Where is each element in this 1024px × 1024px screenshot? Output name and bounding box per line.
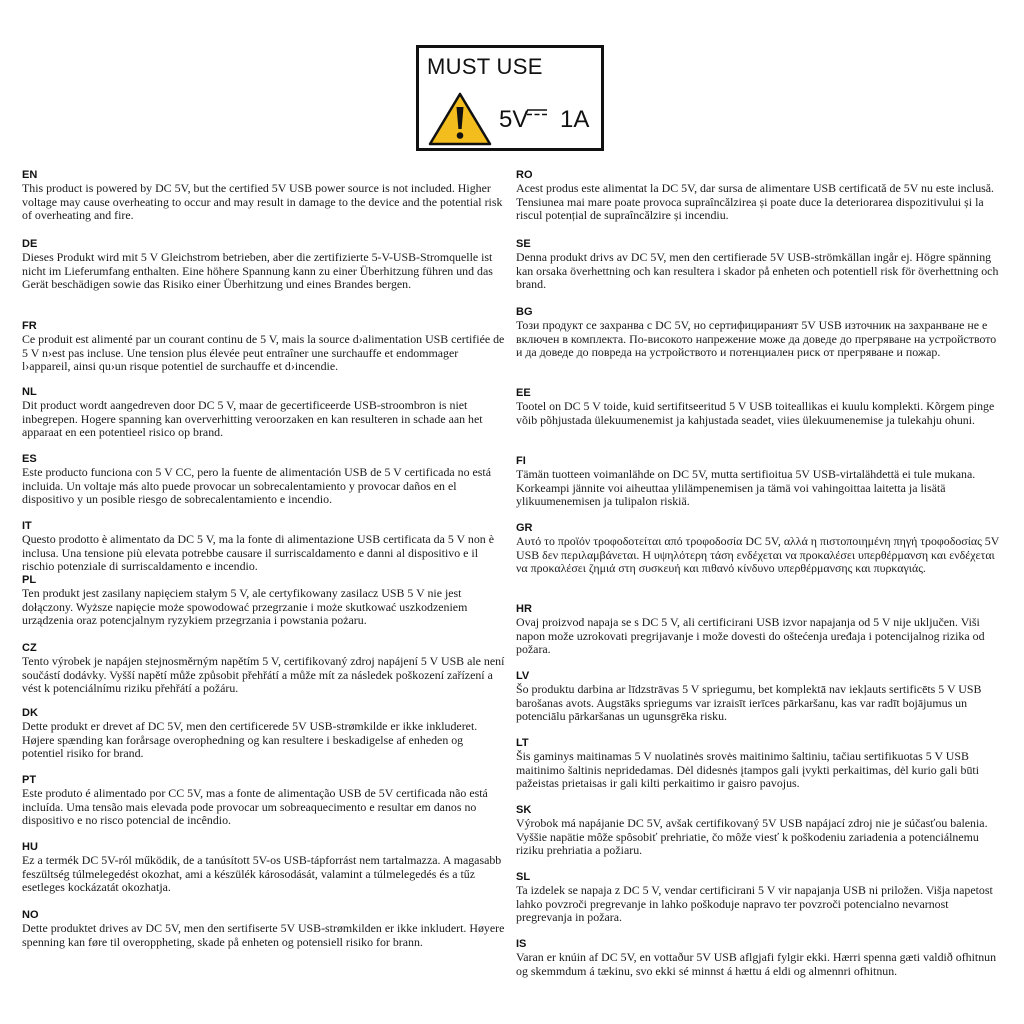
section-code: CZ [22, 642, 37, 654]
section-text: Varan er knúin af DC 5V, en vottaður 5V USB aflgjafi fylgir ekki. Hærri spenna gæti valdið ofhitnun og skemmdum á tækinu, svo ekki sé minnst á hættu á eldi og almennri ofhitnun. [516, 950, 997, 978]
dc-current-symbol-icon [527, 108, 547, 118]
left-column [22, 169, 506, 963]
section-text: Αυτό το προϊόν τροφοδοτείται από τροφοδοσία DC 5V, αλλά η πιστοποιημένη πηγή τροφοδοσίας 5V USB δεν περιλαμβάνεται. Η υψηλότερη τάση ενδέχεται να προκαλέσει υπερθέρμανση και ενδέχεται να προκαλέσει ζημιά στη συσκευή και πιθανό κίνδυνο υπερθέρμανσης και πυρκαγιάς. [516, 534, 1000, 576]
section-code: NL [22, 386, 37, 398]
section-fr [22, 320, 506, 386]
section-text: Dieses Produkt wird mit 5 V Gleichstrom betrieben, aber die zertifizierte 5-V-USB-Stromquelle ist nicht im Lieferumfang enthalten. Eine höhere Spannung kann zu einer Überhitzung führen und das Gerät beschädigen sowie das Risiko einer Überhitzung und eines Brandes bergen. [22, 250, 493, 292]
label-voltage: 5V [499, 106, 529, 133]
section-fi [516, 455, 1000, 522]
section-nl [22, 386, 506, 453]
section-text: Este produto é alimentado por CC 5V, mas a fonte de alimentação USB de 5V certificada não está incluída. Uma tensão mais elevada pode provocar um sobreaquecimento e resultar em danos no dispositivo e no risco potencial de incêndio. [22, 786, 488, 828]
section-bg [516, 306, 1000, 387]
section-text: Dette produktet drives av DC 5V, men den sertifiserte 5V USB-strømkilden er ikke inkludert. Høyere spenning kan føre til overoppheting, skade på enheten og potensiell risiko for brann. [22, 921, 505, 949]
section-gr [516, 522, 1000, 603]
label-title: MUST USE [427, 54, 543, 79]
right-column [516, 169, 1000, 992]
section-code: EN [22, 169, 38, 181]
section-ro [516, 169, 1000, 238]
section-code: PL [22, 574, 37, 586]
section-text: Tento výrobek je napájen stejnosměrným napětím 5 V, certifikovaný zdroj napájení 5 V USB ale není součástí dodávky. Vyšší napětí může způsobit přehřátí a může mít za následek poškození zařízení a vést k potenciálnímu riziku přehřátí a požáru. [22, 654, 505, 696]
section-it [22, 520, 506, 574]
warning-triangle-icon [428, 92, 492, 146]
section-code: GR [516, 522, 533, 534]
section-code: HR [516, 603, 532, 615]
section-es [22, 453, 506, 520]
section-pt [22, 774, 506, 841]
section-code: EE [516, 387, 531, 399]
section-ee [516, 387, 1000, 455]
section-de [22, 238, 506, 320]
section-code: FR [22, 320, 37, 332]
section-sl [516, 871, 1000, 938]
section-text: Výrobok má napájanie DC 5V, avšak certifikovaný 5V USB napájací zdroj nie je súčasťou balenia. Vyššie napätie môže spôsobiť prehriatie, čo môže viesť k poškodeniu zariadenia a potenciálnemu riziku prehriatia a požiaru. [516, 816, 988, 858]
section-text: Šo produktu darbina ar līdzstrāvas 5 V spriegumu, bet komplektā nav iekļauts sertificēts 5 V USB barošanas avots. Augstāks spriegums var izraisīt ierīces pārkaršanu, kas var radīt bojājumus un potenciālu pārkaršanas un ugunsgrēka risku. [516, 682, 982, 724]
section-code: FI [516, 455, 526, 467]
section-code: SK [516, 804, 532, 816]
section-en [22, 169, 506, 238]
section-cz [22, 642, 506, 707]
section-text: Este producto funciona con 5 V CC, pero la fuente de alimentación USB de 5 V certificada no está incluida. Un voltaje más alto puede provocar un sobrecalentamiento y provocar daños en el dispositivo y un posible riesgo de sobrecalentamiento e incendio. [22, 465, 491, 507]
section-sk [516, 804, 1000, 871]
section-text: Ta izdelek se napaja z DC 5 V, vendar certificirani 5 V vir napajanja USB ni priložen. Višja napetost lahko povzroči pregrevanje in lahko poškoduje napravo ter povzroči potencialno nevarnost pregrevanja in požara. [516, 883, 993, 925]
section-code: ES [22, 453, 37, 465]
section-dk [22, 707, 506, 774]
section-text: Tämän tuotteen voimanlähde on DC 5V, mutta sertifioitua 5V USB-virtalähdettä ei tule mukana. Korkeampi jännite voi aiheuttaa ylilämpenemisen ja tämä voi vahingoittaa laitetta ja lisätä ylikuumenemisen ja tulipalon riskiä. [516, 467, 976, 509]
section-text: Ez a termék DC 5V-ról működik, de a tanúsított 5V-os USB-tápforrást nem tartalmazza. A magasabb feszültség túlmelegedést okozhat, ami a készülék károsodását, valamint a túlmelegedés és a tűz esetleges kockázatát okozhatja. [22, 853, 502, 895]
section-hr [516, 603, 1000, 670]
section-text: Acest produs este alimentat la DC 5V, dar sursa de alimentare USB certificată de 5V nu este inclusă. Tensiunea mai mare poate provoca supraîncălzirea și poate duce la deteriorarea dispozitivului și la riscul potențial de supraîncălzire și incendiu. [516, 181, 995, 223]
label-current: 1A [560, 106, 590, 133]
section-code: NO [22, 909, 39, 921]
section-code: IS [516, 938, 527, 950]
section-se [516, 238, 1000, 306]
section-text: Questo prodotto è alimentato da DC 5 V, ma la fonte di alimentazione USB certificata da 5 V non è inclusa. Una tensione più elevata potrebbe causare il surriscaldamento e danni al dispositivo e il rischio potenziale di surriscaldamento e incendio. [22, 532, 494, 574]
section-text: Ce produit est alimenté par un courant continu de 5 V, mais la source d›alimentation USB certifiée de 5 V n›est pas incluse. Une tension plus élevée peut entraîner une surchauffe et endommager l›appareil, ainsi qu›un risque potentiel de surchauffe et d›incendie. [22, 332, 505, 374]
section-code: IT [22, 520, 32, 532]
section-code: DK [22, 707, 38, 719]
section-is [516, 938, 1000, 992]
section-text: This product is powered by DC 5V, but the certified 5V USB power source is not included. Higher voltage may cause overheating to occur and may result in damage to the device and the potential risk of overheating and fire. [22, 181, 503, 223]
section-code: LT [516, 737, 529, 749]
section-text: Dit product wordt aangedreven door DC 5 V, maar de gecertificeerde USB-stroombron is niet inbegrepen. Hogere spanning kan oververhitting veroorzaken en kan resulteren in schade aan het apparaat en een potentieel risico op brand. [22, 398, 483, 440]
section-text: Ten produkt jest zasilany napięciem stałym 5 V, ale certyfikowany zasilacz USB 5 V nie jest dołączony. Wyższe napięcie może spowodować przegrzanie i może skutkować uszkodzeniem urządzenia oraz potencjalnym ryzykiem przegrzania i powstania pożaru. [22, 586, 468, 628]
section-code: SE [516, 238, 531, 250]
section-lt [516, 737, 1000, 804]
section-text: Ovaj proizvod napaja se s DC 5 V, ali certificirani USB izvor napajanja od 5 V nije uključen. Viši napon može uzrokovati pregrijavanje i može dovesti do oštećenja uređaja i potencijalnog rizika od požara. [516, 615, 985, 657]
section-pl [22, 574, 506, 642]
must-use-label [416, 45, 604, 151]
section-text: Този продукт се захранва с DC 5V, но сертифицираният 5V USB източник на захранване не е включен в комплекта. По-високото напрежение може да доведе до прегряване на устройството и да доведе до повреда на устройството и потенциален риск от прегряване и пожар. [516, 318, 997, 360]
section-code: SL [516, 871, 531, 883]
section-code: HU [22, 841, 38, 853]
section-text: Šis gaminys maitinamas 5 V nuolatinės srovės maitinimo šaltiniu, tačiau sertifikuotas 5 V USB maitinimo šaltinis nepridedamas. Dėl didesnės įtampos gali įvykti perkaitimas, dėl kurio gali būti pažeistas prietaisas ir gali kilti perkaitimo ir gaisro pavojus. [516, 749, 979, 791]
section-no [22, 909, 506, 963]
section-lv [516, 670, 1000, 737]
section-hu [22, 841, 506, 909]
section-text: Tootel on DC 5 V toide, kuid sertifitseeritud 5 V USB toiteallikas ei kuulu komplekti. Kõrgem pinge võib põhjustada ülekuumenemist ja kahjustada seadet, viies ülekuumenemise ja tulekahju ohuni. [516, 399, 995, 427]
section-code: PT [22, 774, 37, 786]
section-text: Dette produkt er drevet af DC 5V, men den certificerede 5V USB-strømkilde er ikke inkluderet. Højere spænding kan forårsage overophedning og kan resultere i beskadigelse af enheden og potentiel risiko for brand. [22, 719, 478, 761]
section-code: LV [516, 670, 530, 682]
section-text: Denna produkt drivs av DC 5V, men den certifierade 5V USB-strömkällan ingår ej. Högre spänning kan orsaka överhettning och kan resultera i skador på enheten och potentiell risk för överhettning och brand. [516, 250, 999, 292]
section-code: RO [516, 169, 533, 181]
section-code: DE [22, 238, 38, 250]
section-code: BG [516, 306, 533, 318]
